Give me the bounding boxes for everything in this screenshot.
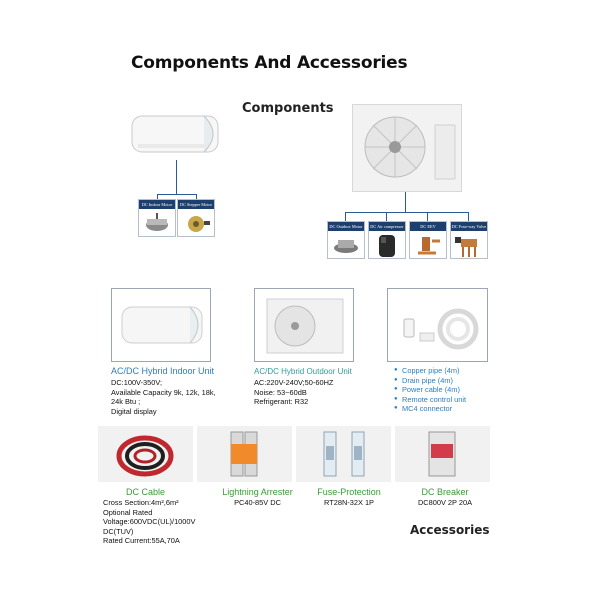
spec-line: Optional Rated <box>103 507 153 517</box>
fuse-protection-image <box>296 426 391 482</box>
dc-breaker-title: DC Breaker <box>421 487 469 497</box>
component-card-stepper-motor <box>177 199 215 237</box>
card-label: DC Indoor Motor <box>139 200 175 209</box>
accessory-kit-list <box>394 366 466 414</box>
indoor-unit-title: AC/DC Hybrid Indoor Unit <box>111 366 215 376</box>
page-title: Components And Accessories <box>131 53 408 73</box>
arrester-icon <box>197 426 292 482</box>
card-label: DC Stepper Motor <box>180 202 212 207</box>
indoor-unit-image <box>111 288 211 362</box>
connector-line <box>345 212 346 221</box>
valve-icon <box>451 231 487 259</box>
lightning-arrester-image <box>197 426 292 482</box>
accessory-kit-picture <box>388 289 487 361</box>
dc-cable-image <box>98 426 193 482</box>
component-card-four-way-valve <box>450 221 488 259</box>
connector-line <box>157 194 197 195</box>
dc-breaker-image <box>395 426 490 482</box>
component-card-eev <box>409 221 447 259</box>
motor-icon <box>328 231 364 259</box>
breaker-icon <box>395 426 490 482</box>
lightning-arrester-spec: PC40-85V DC <box>234 498 281 507</box>
dc-breaker-spec: DC800V 2P 20A <box>417 498 473 507</box>
card-label: DC Air compressor <box>370 224 404 229</box>
fuse-protection-spec: RT28N-32X 1P <box>324 498 374 507</box>
spec-line: DC:100V-350V; <box>111 378 163 387</box>
accessories-heading: Accessories <box>410 523 490 537</box>
connector-line <box>176 160 177 194</box>
component-card-outdoor-motor <box>327 221 365 259</box>
fuse-protection-title: Fuse-Protection <box>317 487 381 497</box>
list-item: ● Copper pipe (4m) <box>394 366 466 376</box>
spec-line: Refrigerant: R32 <box>254 397 309 407</box>
spec-line: AC:220V-240V;50-60HZ <box>254 378 334 387</box>
accessory-kit-image <box>387 288 488 362</box>
indoor-unit-illustration <box>128 110 224 160</box>
spec-line: Voltage:600VDC(UL)/1000V <box>103 517 196 527</box>
card-label: DC EEV <box>410 222 446 231</box>
cable-coil-icon <box>98 426 193 482</box>
outdoor-unit-image <box>254 288 354 362</box>
indoor-unit-picture <box>112 289 210 361</box>
spec-line: Cross Section:4m²,6m² <box>103 498 179 507</box>
valve-icon <box>410 231 446 259</box>
motor-icon <box>139 209 175 237</box>
outdoor-unit-picture <box>255 289 353 361</box>
connector-line <box>468 212 469 221</box>
components-heading: Components <box>242 101 334 116</box>
card-label: DC Outdoor Motor <box>329 224 363 229</box>
lightning-arrester-title: Lightning Arrester <box>222 487 293 497</box>
spec-line: Noise: 53~60dB <box>254 387 307 397</box>
connector-line <box>386 212 387 221</box>
spec-line: Digital display <box>111 406 157 416</box>
component-card-compressor <box>368 221 406 259</box>
list-item: ● Drain pipe (4m) <box>394 376 466 386</box>
outdoor-unit-illustration <box>352 104 462 192</box>
fan-icon <box>353 105 463 193</box>
connector-line <box>427 212 428 221</box>
compressor-icon <box>369 231 405 259</box>
spec-line: Available Capacity 9k, 12k, 18k, <box>111 387 216 397</box>
spec-line: DC(TUV) <box>103 526 134 536</box>
outdoor-unit-specs <box>254 378 374 407</box>
dc-cable-title: DC Cable <box>125 487 165 497</box>
card-label: DC Four-way Valve <box>451 224 487 229</box>
connector-line <box>345 212 469 213</box>
fuse-icon <box>296 426 391 482</box>
outdoor-unit-title: AC/DC Hybrid Outdoor Unit <box>254 367 352 376</box>
stepper-motor-icon <box>178 209 214 237</box>
spec-line: 24k Btu ; <box>111 397 141 407</box>
connector-line <box>405 192 406 212</box>
list-item: ● Power cable (4m) <box>394 385 466 395</box>
indoor-unit-specs <box>111 378 251 416</box>
list-item: ● Remote control unit <box>394 395 466 405</box>
spec-line: Rated Current:55A,70A <box>103 536 180 546</box>
list-item: ● MC4 connector <box>394 404 466 414</box>
component-card-indoor-motor <box>138 199 176 237</box>
